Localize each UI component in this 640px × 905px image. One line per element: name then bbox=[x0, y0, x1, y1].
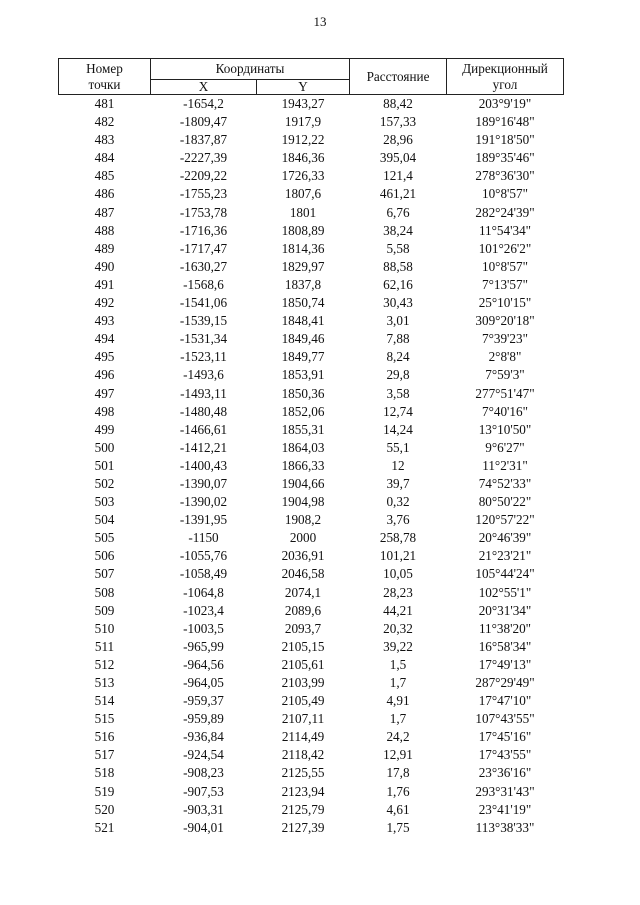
bearing-cell: 277°51'47" bbox=[475, 385, 535, 401]
table-row bbox=[59, 240, 564, 258]
bearing-cell: 17°45'16" bbox=[478, 729, 532, 745]
y-cell: 2105,61 bbox=[281, 656, 325, 672]
distance-cell: 62,16 bbox=[383, 276, 413, 292]
bearing-cell: 105°44'24" bbox=[475, 566, 535, 582]
table-row bbox=[59, 710, 564, 728]
x-cell: -1466,61 bbox=[179, 421, 228, 437]
distance-cell: 101,21 bbox=[379, 548, 417, 564]
x-cell: -2209,22 bbox=[179, 168, 228, 184]
y-cell: 1849,46 bbox=[281, 331, 325, 347]
y-cell: 1917,9 bbox=[284, 114, 322, 130]
table-row bbox=[59, 692, 564, 710]
y-cell: 2089,6 bbox=[284, 602, 322, 618]
y-cell: 1866,33 bbox=[281, 457, 325, 473]
header-bearing-line2: угол bbox=[492, 76, 518, 92]
point-number-cell: 499 bbox=[94, 421, 115, 437]
x-cell: -1523,11 bbox=[180, 349, 227, 365]
point-number-cell: 516 bbox=[94, 729, 115, 745]
table-row bbox=[59, 565, 564, 583]
table-row bbox=[59, 276, 564, 294]
table-row bbox=[59, 764, 564, 782]
point-number-cell: 505 bbox=[94, 530, 115, 546]
distance-cell: 88,58 bbox=[383, 258, 413, 274]
y-cell: 1808,89 bbox=[281, 222, 325, 238]
table-row bbox=[59, 222, 564, 240]
bearing-cell: 23°36'16" bbox=[478, 765, 532, 781]
x-cell: -1755,23 bbox=[179, 186, 228, 202]
point-number-cell: 489 bbox=[94, 240, 115, 256]
distance-cell: 10,05 bbox=[383, 566, 413, 582]
header-coordinates: Координаты bbox=[151, 59, 350, 80]
bearing-cell: 11°38'20" bbox=[478, 620, 532, 636]
bearing-cell: 17°43'55" bbox=[478, 747, 532, 763]
x-cell: -1654,2 bbox=[183, 96, 224, 111]
header-bearing-line1: Дирекционный bbox=[462, 60, 548, 76]
bearing-cell: 25°10'15" bbox=[478, 295, 532, 311]
distance-cell: 30,43 bbox=[383, 295, 413, 311]
point-number-cell: 491 bbox=[94, 276, 115, 292]
x-cell: -1493,6 bbox=[183, 367, 224, 383]
distance-cell: 38,24 bbox=[383, 222, 413, 238]
bearing-cell: 191°18'50" bbox=[475, 132, 535, 148]
table-row bbox=[59, 366, 564, 384]
y-cell: 2123,94 bbox=[281, 783, 325, 799]
y-cell: 2118,42 bbox=[281, 747, 325, 763]
y-cell: 1849,77 bbox=[281, 349, 325, 365]
point-number-cell: 514 bbox=[94, 693, 115, 709]
distance-cell: 88,42 bbox=[383, 96, 413, 111]
bearing-cell: 17°47'10" bbox=[478, 693, 532, 709]
point-number-cell: 504 bbox=[94, 512, 115, 528]
point-number-cell: 508 bbox=[94, 584, 115, 600]
x-cell: -1539,15 bbox=[179, 313, 228, 329]
table-body bbox=[59, 95, 564, 837]
table-row bbox=[59, 783, 564, 801]
header-bearing bbox=[447, 59, 564, 95]
distance-cell: 1,76 bbox=[386, 783, 410, 799]
table-row bbox=[59, 819, 564, 837]
table-row bbox=[59, 294, 564, 312]
y-cell: 1850,36 bbox=[281, 385, 325, 401]
bearing-cell: 7°13'57" bbox=[481, 276, 528, 292]
point-number-cell: 498 bbox=[94, 403, 115, 419]
bearing-cell: 107°43'55" bbox=[475, 711, 535, 727]
distance-cell: 1,7 bbox=[389, 711, 407, 727]
x-cell: -1003,5 bbox=[183, 620, 224, 636]
bearing-cell: 113°38'33" bbox=[475, 819, 535, 835]
point-number-cell: 485 bbox=[94, 168, 115, 184]
point-number-cell: 481 bbox=[94, 96, 115, 111]
table-row bbox=[59, 258, 564, 276]
x-cell: -1412,21 bbox=[179, 439, 228, 455]
table-row bbox=[59, 511, 564, 529]
point-number-cell: 501 bbox=[94, 457, 115, 473]
bearing-cell: 16°58'34" bbox=[478, 638, 532, 654]
x-cell: -1809,47 bbox=[179, 114, 228, 130]
distance-cell: 395,04 bbox=[379, 150, 417, 166]
page-number: 13 bbox=[313, 14, 327, 29]
bearing-cell: 21°23'21" bbox=[478, 548, 532, 564]
x-cell: -904,01 bbox=[183, 819, 224, 835]
table-row bbox=[59, 439, 564, 457]
bearing-cell: 189°16'48" bbox=[475, 114, 535, 130]
y-cell: 1904,98 bbox=[281, 494, 325, 510]
point-number-cell: 506 bbox=[94, 548, 115, 564]
x-cell: -1055,76 bbox=[179, 548, 228, 564]
header-point-line2: точки bbox=[88, 76, 121, 92]
bearing-cell: 203°9'19" bbox=[478, 96, 532, 111]
y-cell: 1904,66 bbox=[281, 475, 325, 491]
bearing-cell: 20°31'34" bbox=[478, 602, 532, 618]
y-cell: 2046,58 bbox=[281, 566, 325, 582]
bearing-cell: 287°29'49" bbox=[475, 675, 535, 690]
x-cell: -965,99 bbox=[183, 638, 224, 654]
table-row bbox=[59, 547, 564, 565]
table-row bbox=[59, 801, 564, 819]
table-row bbox=[59, 728, 564, 746]
x-cell: -1058,49 bbox=[179, 566, 228, 582]
point-number-cell: 488 bbox=[94, 222, 115, 238]
header-distance: Расстояние bbox=[350, 59, 447, 95]
table-row bbox=[59, 185, 564, 203]
x-cell: -1753,78 bbox=[179, 204, 228, 220]
point-number-cell: 507 bbox=[94, 566, 115, 582]
table-row bbox=[59, 638, 564, 656]
bearing-cell: 7°39'23" bbox=[481, 331, 528, 347]
x-cell: -1716,36 bbox=[179, 222, 228, 238]
y-cell: 1837,8 bbox=[284, 276, 322, 292]
point-number-cell: 513 bbox=[94, 675, 115, 690]
bearing-cell: 120°57'22" bbox=[475, 512, 535, 528]
header-x: X bbox=[151, 80, 257, 95]
bearing-cell: 11°54'34" bbox=[478, 222, 532, 238]
bearing-cell: 10°8'57" bbox=[481, 258, 528, 274]
x-cell: -1541,06 bbox=[179, 295, 228, 311]
distance-cell: 39,7 bbox=[386, 475, 410, 491]
x-cell: -1023,4 bbox=[183, 602, 224, 618]
distance-cell: 7,88 bbox=[386, 331, 410, 347]
y-cell: 1807,6 bbox=[284, 186, 322, 202]
bearing-cell: 9°6'27" bbox=[485, 439, 525, 455]
x-cell: -1391,95 bbox=[179, 512, 228, 528]
table-row bbox=[59, 113, 564, 131]
point-number-cell: 493 bbox=[94, 313, 115, 329]
table-row bbox=[59, 746, 564, 764]
table-row bbox=[59, 167, 564, 185]
distance-cell: 3,01 bbox=[386, 313, 410, 329]
bearing-cell: 7°40'16" bbox=[481, 403, 528, 419]
table-row bbox=[59, 475, 564, 493]
point-number-cell: 510 bbox=[94, 620, 115, 636]
distance-cell: 44,21 bbox=[383, 602, 413, 618]
distance-cell: 12,91 bbox=[383, 747, 413, 763]
y-cell: 2093,7 bbox=[284, 620, 322, 636]
point-number-cell: 520 bbox=[94, 801, 115, 817]
x-cell: -1480,48 bbox=[179, 403, 228, 419]
header-point-number bbox=[59, 59, 151, 95]
point-number-cell: 482 bbox=[94, 114, 115, 130]
table-row bbox=[59, 620, 564, 638]
y-cell: 1943,27 bbox=[281, 96, 325, 111]
x-cell: -2227,39 bbox=[179, 150, 228, 166]
table-row bbox=[59, 131, 564, 149]
distance-cell: 28,96 bbox=[383, 132, 413, 148]
distance-cell: 39,22 bbox=[383, 638, 413, 654]
header-y: Y bbox=[257, 80, 350, 95]
y-cell: 1852,06 bbox=[281, 403, 325, 419]
y-cell: 1801 bbox=[289, 204, 317, 220]
bearing-cell: 23°41'19" bbox=[478, 801, 532, 817]
x-cell: -1064,8 bbox=[183, 584, 224, 600]
bearing-cell: 101°26'2" bbox=[478, 240, 532, 256]
distance-cell: 8,24 bbox=[386, 349, 410, 365]
table-row bbox=[59, 602, 564, 620]
point-number-cell: 494 bbox=[94, 331, 115, 347]
y-cell: 1850,74 bbox=[281, 295, 325, 311]
distance-cell: 4,91 bbox=[386, 693, 410, 709]
table-row bbox=[59, 385, 564, 403]
y-cell: 1814,36 bbox=[281, 240, 325, 256]
point-number-cell: 519 bbox=[94, 783, 115, 799]
y-cell: 2036,91 bbox=[281, 548, 325, 564]
distance-cell: 29,8 bbox=[386, 367, 410, 383]
bearing-cell: 293°31'43" bbox=[475, 783, 535, 799]
y-cell: 2103,99 bbox=[281, 675, 325, 690]
distance-cell: 20,32 bbox=[383, 620, 413, 636]
y-cell: 2114,49 bbox=[281, 729, 325, 745]
x-cell: -964,05 bbox=[183, 675, 224, 690]
y-cell: 2074,1 bbox=[284, 584, 322, 600]
x-cell: -964,56 bbox=[183, 656, 224, 672]
y-cell: 1848,41 bbox=[281, 313, 325, 329]
point-number-cell: 484 bbox=[94, 150, 115, 166]
y-cell: 2125,55 bbox=[281, 765, 325, 781]
point-number-cell: 497 bbox=[94, 385, 115, 401]
point-number-cell: 490 bbox=[94, 258, 115, 274]
point-number-cell: 503 bbox=[94, 494, 115, 510]
point-number-cell: 487 bbox=[94, 204, 115, 220]
bearing-cell: 17°49'13" bbox=[478, 656, 532, 672]
distance-cell: 461,21 bbox=[379, 186, 417, 202]
bearing-cell: 74°52'33" bbox=[478, 475, 532, 491]
table-row bbox=[59, 149, 564, 167]
y-cell: 2105,15 bbox=[281, 638, 325, 654]
table-row bbox=[59, 330, 564, 348]
point-number-cell: 496 bbox=[94, 367, 115, 383]
distance-cell: 0,32 bbox=[386, 494, 410, 510]
bearing-cell: 282°24'39" bbox=[475, 204, 535, 220]
distance-cell: 12,74 bbox=[383, 403, 413, 419]
point-number-cell: 517 bbox=[94, 747, 115, 763]
point-number-cell: 521 bbox=[94, 819, 115, 835]
distance-cell: 24,2 bbox=[386, 729, 410, 745]
y-cell: 1829,97 bbox=[281, 258, 325, 274]
point-number-cell: 515 bbox=[94, 711, 115, 727]
table-row bbox=[59, 529, 564, 547]
table-row bbox=[59, 312, 564, 330]
distance-cell: 1,5 bbox=[389, 656, 407, 672]
bearing-cell: 80°50'22" bbox=[478, 494, 532, 510]
y-cell: 1908,2 bbox=[284, 512, 322, 528]
y-cell: 2127,39 bbox=[281, 819, 325, 835]
table-row bbox=[59, 204, 564, 222]
table-row bbox=[59, 656, 564, 674]
table-row bbox=[59, 457, 564, 475]
y-cell: 2107,11 bbox=[281, 711, 325, 727]
point-number-cell: 486 bbox=[94, 186, 115, 202]
x-cell: -903,31 bbox=[183, 801, 224, 817]
distance-cell: 1,75 bbox=[386, 819, 410, 835]
x-cell: -959,89 bbox=[183, 711, 224, 727]
y-cell: 1846,36 bbox=[281, 150, 325, 166]
y-cell: 2000 bbox=[289, 530, 317, 546]
coordinates-table bbox=[58, 58, 564, 837]
bearing-cell: 13°10'50" bbox=[478, 421, 532, 437]
distance-cell: 157,33 bbox=[379, 114, 417, 130]
point-number-cell: 500 bbox=[94, 439, 115, 455]
distance-cell: 1,7 bbox=[389, 675, 407, 690]
x-cell: -1390,02 bbox=[179, 494, 228, 510]
table-row bbox=[59, 674, 564, 692]
header-point-line1: Номер bbox=[86, 60, 123, 76]
bearing-cell: 102°55'1" bbox=[478, 584, 532, 600]
table-row bbox=[59, 493, 564, 511]
distance-cell: 3,58 bbox=[386, 385, 410, 401]
distance-cell: 28,23 bbox=[383, 584, 413, 600]
bearing-cell: 309°20'18" bbox=[475, 313, 535, 329]
table-row bbox=[59, 421, 564, 439]
point-number-cell: 511 bbox=[94, 638, 115, 654]
distance-cell: 5,58 bbox=[386, 240, 410, 256]
point-number-cell: 495 bbox=[94, 349, 115, 365]
bearing-cell: 2°8'8" bbox=[488, 349, 522, 365]
point-number-cell: 518 bbox=[94, 765, 115, 781]
table-row bbox=[59, 348, 564, 366]
bearing-cell: 278°36'30" bbox=[475, 168, 535, 184]
x-cell: -1568,6 bbox=[183, 276, 224, 292]
distance-cell: 6,76 bbox=[386, 204, 410, 220]
x-cell: -959,37 bbox=[183, 693, 224, 709]
distance-cell: 55,1 bbox=[386, 439, 410, 455]
y-cell: 1912,22 bbox=[281, 132, 325, 148]
y-cell: 2125,79 bbox=[281, 801, 325, 817]
distance-cell: 121,4 bbox=[383, 168, 413, 184]
table-header bbox=[59, 59, 564, 95]
x-cell: -1717,47 bbox=[179, 240, 228, 256]
point-number-cell: 502 bbox=[94, 475, 115, 491]
x-cell: -936,84 bbox=[183, 729, 224, 745]
distance-cell: 258,78 bbox=[379, 530, 417, 546]
x-cell: -1493,11 bbox=[180, 385, 227, 401]
point-number-cell: 483 bbox=[94, 132, 115, 148]
table-row bbox=[59, 95, 564, 114]
y-cell: 1853,91 bbox=[281, 367, 325, 383]
point-number-cell: 512 bbox=[94, 656, 115, 672]
bearing-cell: 20°46'39" bbox=[478, 530, 532, 546]
bearing-cell: 7°59'3" bbox=[485, 367, 525, 383]
point-number-cell: 509 bbox=[94, 602, 115, 618]
table-row bbox=[59, 584, 564, 602]
table-row bbox=[59, 403, 564, 421]
x-cell: -908,23 bbox=[183, 765, 224, 781]
x-cell: -1630,27 bbox=[179, 258, 228, 274]
x-cell: -907,53 bbox=[183, 783, 224, 799]
y-cell: 1864,03 bbox=[281, 439, 325, 455]
y-cell: 1726,33 bbox=[281, 168, 325, 184]
x-cell: -1150 bbox=[188, 530, 219, 546]
distance-cell: 17,8 bbox=[386, 765, 410, 781]
bearing-cell: 189°35'46" bbox=[475, 150, 535, 166]
x-cell: -1390,07 bbox=[179, 475, 228, 491]
distance-cell: 12 bbox=[391, 457, 405, 473]
distance-cell: 3,76 bbox=[386, 512, 410, 528]
x-cell: -1400,43 bbox=[179, 457, 228, 473]
x-cell: -1531,34 bbox=[179, 331, 228, 347]
distance-cell: 4,61 bbox=[386, 801, 410, 817]
x-cell: -1837,87 bbox=[179, 132, 228, 148]
y-cell: 1855,31 bbox=[281, 421, 325, 437]
bearing-cell: 11°2'31" bbox=[482, 457, 528, 473]
distance-cell: 14,24 bbox=[383, 421, 413, 437]
y-cell: 2105,49 bbox=[281, 693, 325, 709]
point-number-cell: 492 bbox=[94, 295, 115, 311]
x-cell: -924,54 bbox=[183, 747, 224, 763]
bearing-cell: 10°8'57" bbox=[481, 186, 528, 202]
